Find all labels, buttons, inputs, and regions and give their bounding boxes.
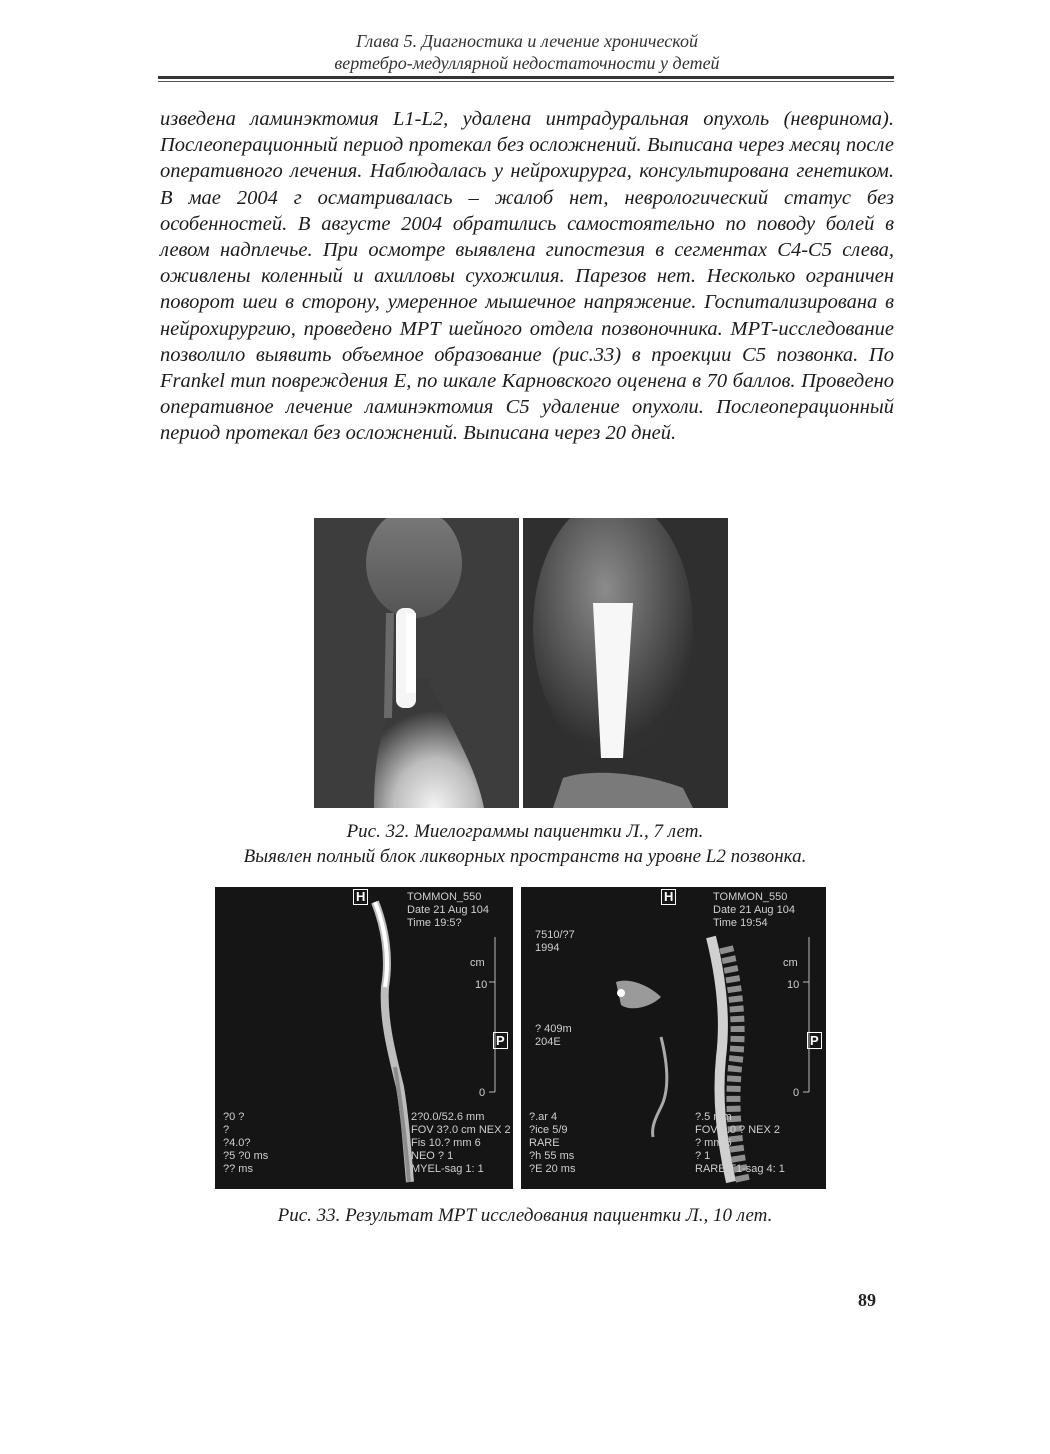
mri-left-top-right: TOMMON_550 Date 21 Aug 104 Time 19:5? xyxy=(407,891,489,929)
mri-right-bottom-right: ?.5 mm FOV ?.0 ? NEX 2 ? mm 6 ? 1 RARE-T1-sag 4: 1 xyxy=(695,1111,785,1175)
mri-right-mid-left: ? 409m 204E xyxy=(535,1023,572,1048)
body-text: изведена ламинэктомия L1-L2, удалена интрадуральная опухоль (невринома). Послеоперационный период протекал без осложнений. Выписана через месяц после оперативного лечения. Наблюдалась у нейрохирурга, консультирована генетиком. В мае 2004 г осматривалась – жалоб нет, неврологический статус без особенностей. В августе 2004 обратились самостоятельно по поводу болей в левом надплечье. При осмотре выявлена гипостезия в сегментах C4-C5 слева, оживлены коленный и ахилловы сухожилия. Парезов нет. Несколько ограничен поворот шеи в сторону, умеренное мышечное напряжение. Госпитализирована в нейрохирургию, проведено МРТ шейного отдела позвоночника. МРТ-исследование позволило выявить объемное образование (рис.33) в проекции C5 позвонка. По Frankel тип повреждения E, по шкале Карновского оценена в 70 баллов. Проведено оперативное лечение ламинэктомия C5 удаление опухоли. Послеоперационный период протекал без осложнений. Выписана через 20 дней. xyxy=(160,108,894,445)
mri-right-p-marker: P xyxy=(807,1032,822,1049)
mri-right-top-left: 7510/?7 1994 xyxy=(535,929,575,954)
mri-left-scale-unit: cm xyxy=(470,957,485,969)
header-line-1: Глава 5. Диагностика и лечение хронической xyxy=(356,31,698,51)
mri-right-scale-unit: cm xyxy=(783,957,798,969)
myelogram-right xyxy=(523,518,728,808)
mri-right-bottom-left: ?.ar 4 ?ice 5/9 RARE ?h 55 ms ?E 20 ms xyxy=(529,1111,576,1175)
mri-right-scale-10: 10 xyxy=(787,979,800,991)
mri-left-scale-10: 10 xyxy=(475,979,488,991)
mri-left-p-marker: P xyxy=(493,1032,508,1049)
mri-left-bottom-left: ?0 ? ? ?4.0? ?5 ?0 ms ?? ms xyxy=(223,1111,269,1175)
mri-right-top-right: TOMMON_550 Date 21 Aug 104 Time 19:54 xyxy=(713,891,795,929)
figure-33-caption: Рис. 33. Результат МРТ исследования пациентки Л., 10 лет. xyxy=(277,1205,773,1226)
figure-32-caption-line-1: Рис. 32. Миелограммы пациентки Л., 7 лет. xyxy=(346,821,704,842)
mri-left xyxy=(215,887,513,1189)
figure-32 xyxy=(0,518,1050,867)
mri-left-bottom-right: 2?0.0/52.6 mm FOV 3?.0 cm NEX 2 Fis 10.? mm 6 NEO ? 1 MYEL-sag 1: 1 xyxy=(411,1111,511,1175)
mri-left-scale-0: 0 xyxy=(479,1087,486,1099)
myelogram-left xyxy=(314,518,519,808)
mri-left-h-marker: H xyxy=(353,889,368,905)
page-number: 89 xyxy=(858,1290,876,1310)
running-header xyxy=(160,30,894,74)
mri-right-h-marker: H xyxy=(661,889,676,905)
figure-32-caption-line-2: Выявлен полный блок ликворных пространств на уровне L2 позвонка. xyxy=(243,846,807,867)
body-paragraph xyxy=(160,106,894,447)
header-line-2: вертебро-медуллярной недостаточности у детей xyxy=(334,53,720,73)
header-rule xyxy=(158,76,894,82)
mri-right xyxy=(521,887,826,1189)
mri-right-scale-0: 0 xyxy=(793,1087,800,1099)
